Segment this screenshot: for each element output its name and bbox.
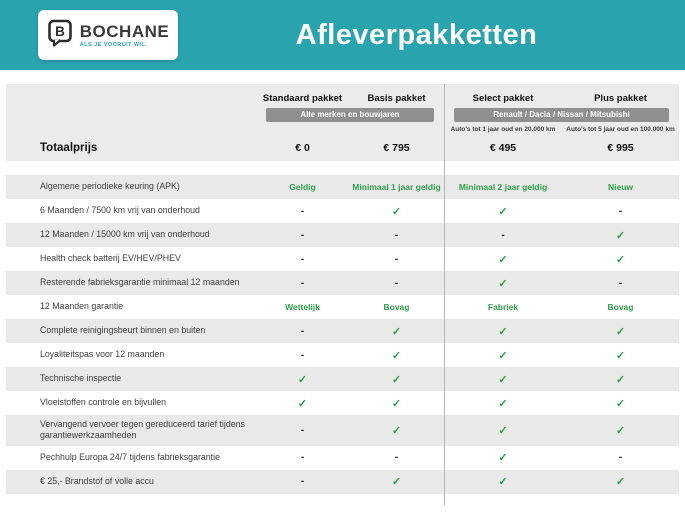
feature-label: Vervangend vervoer tegen gereduceerd tarief tijdens garantiewerkzaamheden: [40, 419, 245, 441]
brand-name: BOCHANE: [79, 21, 170, 41]
feature-label: Pechhulp Europa 24/7 tijdens fabrieksgarantie: [40, 452, 220, 463]
check-icon: ✓: [498, 325, 508, 338]
column-subnotes-row: [6, 123, 679, 135]
group-badge-all-brands: Alle merken en bouwjaren: [266, 108, 434, 123]
check-icon: ✓: [498, 253, 508, 266]
feature-row: [6, 470, 679, 494]
feature-row: [6, 415, 679, 446]
price-basis: € 795: [383, 142, 410, 154]
check-icon: ✓: [391, 325, 402, 338]
feature-value-text: Minimaal 1 jaar geldig: [352, 182, 441, 192]
check-icon: ✓: [615, 476, 626, 489]
feature-row: [6, 295, 679, 319]
feature-row: [6, 319, 679, 343]
check-icon: ✓: [498, 476, 508, 489]
check-icon: ✓: [498, 373, 508, 386]
feature-label: Health check batterij EV/HEV/PHEV: [40, 253, 181, 264]
brand-tagline: ALS JE VOORUIT WIL.: [79, 41, 148, 48]
page-title: Afleverpakketten: [295, 18, 538, 51]
check-icon: ✓: [498, 397, 508, 410]
packages-table: [0, 70, 685, 494]
check-icon: ✓: [615, 373, 626, 386]
check-icon: ✓: [391, 349, 402, 362]
check-icon: ✓: [498, 205, 508, 218]
check-icon: ✓: [498, 277, 508, 290]
dash-icon: -: [300, 253, 305, 265]
group-badges-row: [6, 107, 679, 123]
column-header-basis: Basis pakket: [367, 93, 426, 104]
group-divider-line: [444, 84, 445, 505]
check-icon: ✓: [391, 397, 402, 410]
dash-icon: -: [501, 229, 505, 241]
feature-value-text: Geldig: [289, 182, 316, 192]
price-select: € 495: [489, 142, 517, 154]
dash-icon: -: [394, 452, 399, 464]
feature-row: [6, 271, 679, 295]
check-icon: ✓: [498, 349, 508, 362]
dash-icon: -: [300, 229, 305, 241]
feature-label: 6 Maanden / 7500 km vrij van onderhoud: [40, 205, 200, 216]
dash-icon: -: [618, 205, 623, 217]
logo-text: [80, 23, 169, 48]
check-icon: ✓: [615, 424, 626, 437]
plus-package-note: Auto's tot 5 jaar oud en 100.000 km: [566, 125, 675, 133]
check-icon: ✓: [615, 325, 626, 338]
select-package-note: Auto's tot 1 jaar oud en 20.000 km: [450, 125, 556, 133]
bochane-logo: [38, 10, 178, 60]
feature-label: Resterende fabrieksgarantie minimaal 12 maanden: [40, 277, 240, 288]
feature-label: 12 Maanden / 15000 km vrij van onderhoud: [40, 229, 210, 240]
dash-icon: -: [394, 277, 399, 289]
dash-icon: -: [300, 277, 305, 289]
dash-icon: -: [618, 452, 623, 464]
feature-label: Technische inspectie: [40, 373, 122, 384]
feature-row: [6, 223, 679, 247]
check-icon: ✓: [498, 424, 508, 437]
dash-icon: -: [394, 253, 399, 265]
feature-rows: [0, 175, 685, 494]
feature-value-text: Bovag: [607, 302, 634, 312]
column-header-select: Select pakket: [472, 93, 534, 104]
dash-icon: -: [300, 476, 305, 488]
feature-label: € 25,- Brandstof of volle accu: [40, 476, 154, 487]
header-bar: [0, 0, 685, 70]
feature-label: Algemene periodieke keuring (APK): [40, 181, 180, 192]
total-price-label: Totaalprijs: [40, 142, 98, 154]
dash-icon: -: [618, 277, 623, 289]
check-icon: ✓: [297, 397, 308, 410]
feature-label: Complete reinigingsbeurt binnen en buiten: [40, 325, 206, 336]
feature-value-text: Wettelijk: [285, 302, 320, 312]
feature-label: Vloeistoffen controle en bijvullen: [40, 397, 167, 408]
price-plus: € 995: [607, 142, 634, 154]
feature-label: Loyaliteitspas voor 12 maanden: [40, 349, 165, 360]
feature-row: [6, 343, 679, 367]
feature-row: [6, 391, 679, 415]
table-header-band: [6, 84, 679, 161]
check-icon: ✓: [391, 373, 402, 386]
check-icon: ✓: [391, 476, 402, 489]
check-icon: ✓: [615, 253, 626, 266]
feature-label: 12 Maanden garantie: [40, 301, 124, 312]
feature-row: [6, 175, 679, 199]
price-standaard: € 0: [295, 142, 310, 154]
dash-icon: -: [394, 229, 399, 241]
total-price-row: [6, 135, 679, 161]
dash-icon: -: [300, 424, 305, 436]
bochane-b-bubble-icon: [47, 19, 73, 52]
dash-icon: -: [300, 349, 305, 361]
column-headers-row: [6, 90, 679, 107]
check-icon: ✓: [615, 349, 626, 362]
feature-value-text: Bovag: [383, 302, 410, 312]
dash-icon: -: [300, 325, 305, 337]
check-icon: ✓: [391, 424, 402, 437]
check-icon: ✓: [498, 452, 508, 465]
check-icon: ✓: [391, 205, 402, 218]
svg-text:B: B: [54, 23, 65, 39]
column-header-standaard: Standaard pakket: [262, 93, 343, 104]
dash-icon: -: [300, 205, 305, 217]
group-badge-renault-dacia-nissan-mitsubishi: Renault / Dacia / Nissan / Mitsubishi: [454, 108, 669, 123]
column-header-plus: Plus pakket: [594, 93, 647, 104]
check-icon: ✓: [615, 397, 626, 410]
feature-row: [6, 247, 679, 271]
feature-value-text: Fabriek: [487, 302, 519, 312]
feature-row: [6, 446, 679, 470]
feature-row: [6, 199, 679, 223]
feature-value-text: Nieuw: [607, 182, 634, 192]
check-icon: ✓: [297, 373, 308, 386]
feature-row: [6, 367, 679, 391]
check-icon: ✓: [615, 229, 626, 242]
feature-value-text: Minimaal 2 jaar geldig: [458, 182, 548, 192]
dash-icon: -: [300, 452, 305, 464]
